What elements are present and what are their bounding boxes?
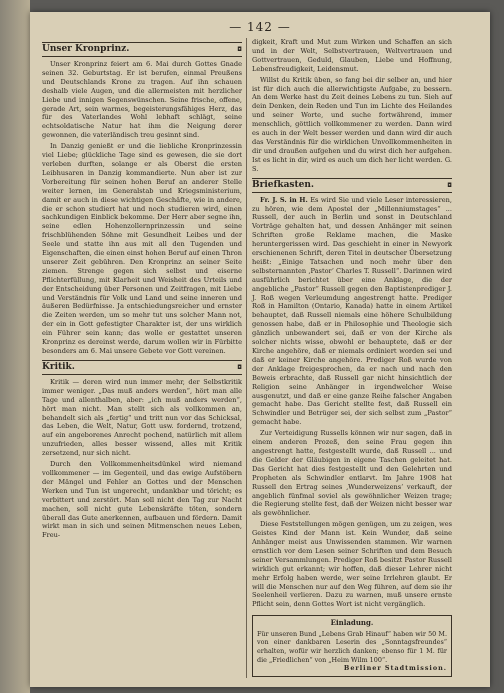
section-header-kronprinz — [42, 42, 242, 57]
paragraph — [252, 196, 452, 428]
section-header-briefkasten — [252, 178, 452, 193]
ornament-icon: ◘ — [447, 181, 452, 189]
announcement-box — [252, 615, 452, 677]
book-binding-edge — [0, 0, 30, 693]
section-title: Kritik. — [42, 361, 75, 372]
right-column — [252, 38, 452, 677]
paragraph: In Danzig genießt er und die liebliche Kronprinzessin viel Liebe; glückliche Tage sind es gewesen, die sie dort verleben durften, solange er als Oberst die ersten Leibhusaren in Danzig kommandierte. Nun aber ist zur Vorbereitung für seinen hohen Beruf an anderer Stelle weiter lernen, im Generalstab und Kriegsministerium, damit er auch in diese wichtigen Geschäfte, wie in andere, die er schon studiert hat und noch studieren wird, einen sachkundigen Einblick bekomme. Der Herr aber segne ihn, seine edlen Hohenzollernprinzessin und seine frischblühenden Söhne mit Gesundheit Leibes und der Seele und statte ihn aus mit all den Tugenden und Eigenschaften, die einen einst hohen Beruf auf einen Thron unserer Zeit gebühren. Den Kronprinz an seiner Seite ziemen. Strenge gegen sich selbst und eiserne Pflichterfüllung, mit Klarheit und Weisheit des Urteils und der Entscheidung über Personen und Zeitfragen, mit Liebe und Verständnis für Volk und Land und seine inneren und äußeren Bedürfnisse. Ja entschiedungsreicher und ernster die Zeiten werden, um so mehr tut uns solcher Mann not, der ein in Gott gefestigter Charakter ist, der uns wirklich ein Führer sein kann; das wolle er gestattet unseren Kronprinz es dereinst werde, darum wollen wir in Fürbitte besonders am 6. Mai unsere Gebete vor Gott vereinen. — [42, 142, 242, 355]
ornament-icon: ◘ — [237, 363, 242, 371]
column-divider — [246, 38, 247, 678]
announcement-text: Für unseren Bund „Lebens Grab Hinauf“ haben wir 50 M. von einer dankbaren Leserin des „Sonntagsfreundes“ erhalten, wofür wir herzlich danken; ebenso für 1 M. für die „Friedlichen“ von „Heim Wilm 100“. — [257, 629, 447, 664]
left-column — [42, 38, 242, 542]
addressee: Fr. J. S. in H. — [260, 195, 308, 204]
document-page — [30, 12, 490, 687]
announcement-title: Einladung. — [330, 618, 374, 628]
section-title: Unser Kronprinz. — [42, 44, 130, 54]
section-title: Briefkasten. — [252, 179, 315, 190]
announcement-signature: Berliner Stadtmission. — [343, 664, 447, 673]
paragraph: digkeit, Kraft und Mut zum Wirken und Schaffen an sich und in der Welt, Selbstvertrauen, Weltvertrauen und Gottvertrauen, Geduld, Glauben, Liebe und Hoffnung, Lebensfreudigkeit, Leidensmut. — [252, 38, 452, 73]
paragraph-text: Es wird Sie und viele Leser interessieren, zu hören, wie dem Apostel der „Millenniumstages“ ... Russell, der auch in Berlin und sonst in Deutschland Vorträge gehalten hat, und dessen Anhänger mit seinen Schriften große Reklame machen, die Maske heruntergerissen wird. Das geschieht in einer in Newyork erschienenen Schrift, deren Titel in deutscher Übersetzung heißt: „Einige Tatsachen und noch mehr über den selbsternannten ‚Pastor‘ Charles T. Russell“. Darinnen wird ausführlich berichtet über eine Anklage, die der angebliche „Pastor“ Russell gegen den Baptistenprediger J. J. Roß wegen Verleumdung angestrengt hatte. Prediger Roß in Hamilton (Ontario, Kanada) hatte in einem Artikel behauptet, daß Russell niemals eine höhere Schulbildung genossen habe, daß er in Philosophie und Theologie sich gänzlich unbewandert sei, daß er von der Kirche als solcher nichts wisse, obwohl er behauptete, daß er der Kirche angehöre, daß er niemals ordiniert worden sei und daß er keiner Kirche angehöre. Prediger Roß wurde von der Anklage freigesprochen, da er nach und nach den Beweis erbrachte, daß Russell gar nicht hinsichtlich der Religion seine Anhänger in irgendwelcher Weise ausgenutzt, und daß er eine ganze Reihe falscher Angaben gemacht habe. Das Gericht stellte fest, daß Russell ein Schwindler und Betrüger sei, der sich selbst zum „Pastor“ gemacht habe. — [252, 195, 452, 427]
paragraph: Durch den Vollkommenheitsdünkel wird niemand vollkommener — im Gegenteil, und das ewige Aufstöbern der Mängel und Fehler an Gottes und der Menschen Werken und Tun ist ungerecht, undankbar und töricht; es verbittert und zerstört. Man soll nicht den Tag zur Nacht machen, soll nicht gute Lebenskräfte töten, sondern überall das Gute anerkennen, aufbauen und fördern. Damit wirkt man in sich und seinen Mitmenschen neues Leben, Freu- — [42, 460, 242, 540]
paragraph: Zur Verteidigung Russells können wir nur sagen, daß in einem anderen Prozeß, den seine Frau gegen ihn angestrengt hatte, festgestellt wurde, daß Russell ... und die Gelder der Gläubigen in eigene Taschen geleitet hat. Das Gericht hat dies festgestellt und den Gelehrten und Propheten als Schwindler entlarvt. Im Jahre 1908 hat Russell den Ertrag seines ‚Wunderweizens‘ verkauft, der angeblich fünfmal soviel als gewöhnlicher Weizen trage; die Regierung stellte fest, daß der Weizen nicht besser war als gewöhnlicher. — [252, 429, 452, 518]
paragraph: Unser Kronprinz feiert am 6. Mai durch Gottes Gnade seinen 32. Geburtstag. Er ist berufen, einmal Preußens und Deutschlands Krone zu tragen. Auf ihn schauen deshalb viele Augen, und die allermeisten mit herzlicher Liebe und innigen Segenswünschen. Seine frische, offene, gerade Art, sein warmes, begeisterungsfähiges Herz, das für des Vaterlandes Wohl lebhaft schlägt, seine echtsoldatische Natur hat ihm die Neigung derer gewonnen, die vaterländisch treu gesinnt sind. — [42, 60, 242, 140]
ornament-icon: ◘ — [237, 46, 242, 53]
paragraph: Kritik — deren wird nun immer mehr, der Selbstkritik immer weniger. „Das muß anders werden“, hört man alle Tage und allenthalben, aber: „ich muß anders werden“, hört man nicht. Man stellt sich als vollkommen an, behandelt sich als „fertig“ und tritt nun vor das Schicksal, das Leben, die Welt, Natur, Gott usw. fordernd, trotzend, auf ein angeborenes Anrecht pochend, natürlich mit allem unzufrieden, alles besser wissend, alles mit Kritik zersetzend, nur sich nicht. — [42, 377, 242, 458]
paragraph: Willst du Kritik üben, so fang bei dir selber an, und hier ist für dich auch die allerwichtigste Aufgabe, zu bessern. An dem Werke hast du Zeit deines Lebens zu tun. Sieh auf dein Denken, dein Reden und Tun im Lichte des Heilandes und seiner Worte, und suche fortwährend, immer menschlich, göttlich vollkommener zu werden. Dann wird es auch in der Welt besser werden und dann wird dir auch das Verständnis für die wirklichen Unvollkommenheiten in dir und draußen aufgehen und du wirst dich her aufgehen. Ist es licht in dir, wird es auch um dich her licht werden. G. S. — [252, 75, 452, 173]
page-number: — 142 — — [229, 20, 291, 34]
paragraph: Diese Feststellungen mögen genügen, um zu zeigen, wes Geistes Kind der Mann ist. Kein Wunder, daß seine Anhänger meist aus Unwissenden stammen. Wir warnen ernstlich vor dem Lesen seiner Schriften und dem Besuch seiner Versammlungen. Prediger Roß besitzt Pastor Russell wirklich gut erkannt; wir hoffen, daß dieser Lehrer nicht mehr Erfolg haben werde, wer seine Irrlehren glaubt. Er will die Menschen nur auf den Weg führen, auf dem sie ihr Seelenheil verlieren. Dazu zu warnen, muß unsere ernste Pflicht sein, denn Gottes Wort ist nicht vergänglich. — [252, 520, 452, 609]
section-header-kritik — [42, 360, 242, 375]
